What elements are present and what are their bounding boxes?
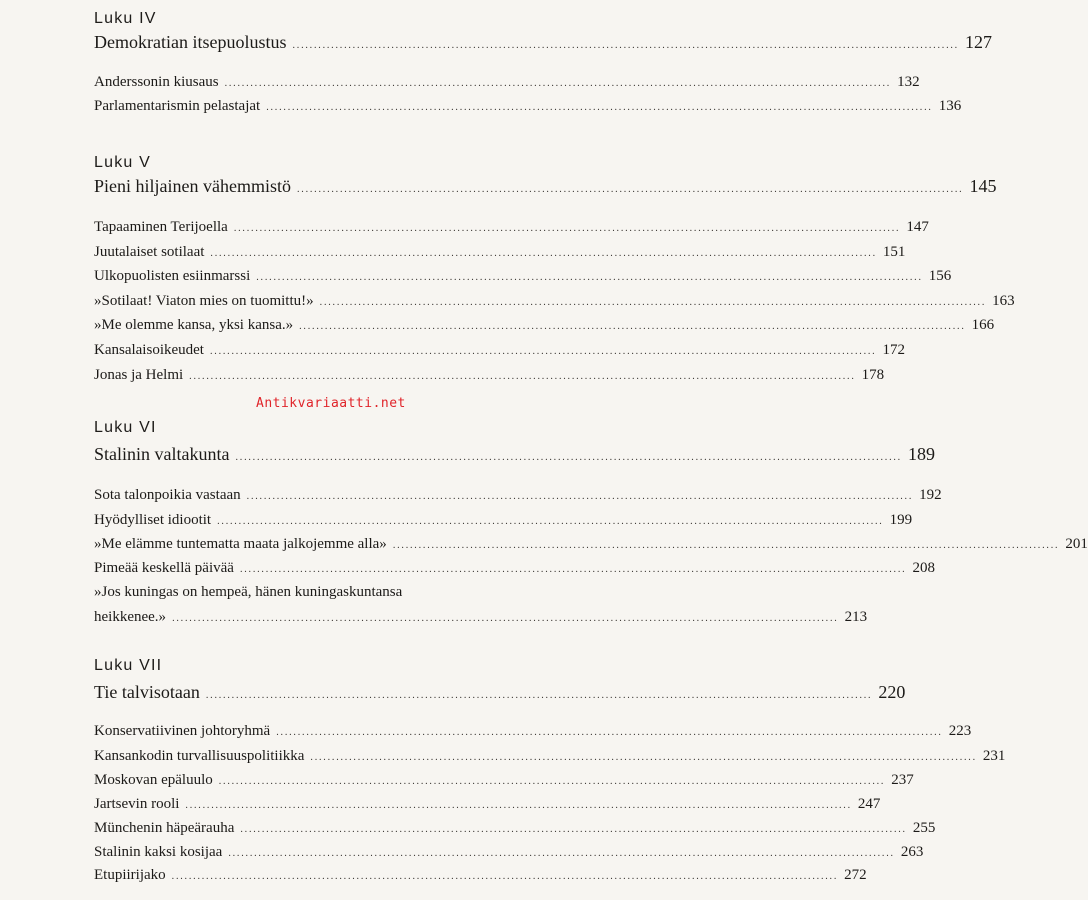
chapter-title: Pieni hiljainen vähemmistö bbox=[94, 176, 291, 196]
page-number: 132 bbox=[897, 74, 920, 90]
page-number: 136 bbox=[938, 98, 962, 114]
page-number: 145 bbox=[969, 176, 997, 196]
toc-entry bbox=[94, 748, 1006, 765]
entry-title: Pimeää keskellä päivää bbox=[94, 560, 234, 576]
leader-dots: ........................................................................................................................................................... bbox=[239, 564, 907, 575]
toc-entry bbox=[94, 487, 942, 504]
leader-dots: ........................................................................................................................................................... bbox=[172, 613, 839, 624]
page-number: 151 bbox=[882, 244, 906, 260]
page-number: 201 bbox=[1065, 536, 1088, 552]
entry-title: Stalinin kaksi kosijaa bbox=[94, 844, 223, 860]
page-number: 192 bbox=[919, 487, 942, 503]
toc-entry bbox=[94, 317, 995, 334]
entry-title: Jartsevin rooli bbox=[94, 796, 180, 812]
page-number: 255 bbox=[912, 820, 936, 836]
page-number: 213 bbox=[844, 609, 868, 625]
leader-dots: ........................................................................................................................................................... bbox=[299, 321, 966, 332]
leader-dots: ........................................................................................................................................................... bbox=[310, 752, 977, 763]
chapter-label: Luku IV bbox=[94, 10, 157, 27]
entry-title: Ulkopuolisten esiinmarssi bbox=[94, 268, 251, 284]
leader-dots: ........................................................................................................................................................... bbox=[218, 776, 886, 787]
toc-entry bbox=[94, 512, 913, 529]
page-number: 237 bbox=[891, 772, 914, 788]
leader-dots: ........................................................................................................................................................... bbox=[185, 800, 852, 811]
page-number: 199 bbox=[889, 512, 913, 528]
toc-entry bbox=[94, 560, 935, 577]
page-number: 263 bbox=[900, 844, 924, 860]
leader-dots: ........................................................................................................................................................... bbox=[240, 824, 907, 835]
entry-title: Konservatiivinen johtoryhmä bbox=[94, 723, 271, 739]
page-number: 166 bbox=[971, 317, 995, 333]
leader-dots: ........................................................................................................................................................... bbox=[235, 452, 902, 463]
leader-dots: ........................................................................................................................................................... bbox=[171, 871, 839, 882]
leader-dots: ........................................................................................................................................................... bbox=[233, 223, 901, 234]
chapter-title: Demokratian itsepuolustus bbox=[94, 32, 287, 52]
entry-title: Sota talonpoikia vastaan bbox=[94, 487, 241, 503]
page-number: 272 bbox=[844, 867, 867, 883]
chapter-title-row bbox=[94, 32, 992, 53]
toc-entry bbox=[94, 723, 972, 740]
entry-title: Juutalaiset sotilaat bbox=[94, 244, 205, 260]
watermark: Antikvariaatti.net bbox=[256, 396, 406, 411]
toc-entry bbox=[94, 293, 1015, 310]
page-number: 247 bbox=[857, 796, 881, 812]
entry-title: Jonas ja Helmi bbox=[94, 367, 184, 383]
toc-entry bbox=[94, 609, 868, 626]
page-number: 172 bbox=[882, 342, 905, 358]
leader-dots: ........................................................................................................................................................... bbox=[292, 40, 959, 51]
entry-title: heikkenee.» bbox=[94, 609, 167, 625]
toc-entry bbox=[94, 268, 952, 285]
page-number: 178 bbox=[861, 367, 885, 383]
page-number: 127 bbox=[964, 32, 992, 52]
page-number: 163 bbox=[992, 293, 1015, 309]
entry-title: Hyödylliset idiootit bbox=[94, 512, 212, 528]
leader-dots: ........................................................................................................................................................... bbox=[189, 371, 856, 382]
leader-dots: ........................................................................................................................................................... bbox=[228, 848, 895, 859]
leader-dots: ........................................................................................................................................................... bbox=[217, 516, 884, 527]
leader-dots: ........................................................................................................................................................... bbox=[210, 248, 877, 259]
toc-entry bbox=[94, 536, 1088, 553]
toc-entry bbox=[94, 342, 905, 359]
chapter-label: Luku VII bbox=[94, 657, 163, 674]
leader-dots: ........................................................................................................................................................... bbox=[209, 346, 877, 357]
page-number: 223 bbox=[948, 723, 972, 739]
toc-entry bbox=[94, 772, 914, 789]
toc-entry bbox=[94, 867, 867, 884]
chapter-title: Stalinin valtakunta bbox=[94, 444, 230, 464]
leader-dots: ........................................................................................................................................................... bbox=[276, 727, 943, 738]
chapter-title-row bbox=[94, 176, 997, 197]
toc-entry bbox=[94, 367, 885, 384]
leader-dots: ........................................................................................................................................................... bbox=[392, 540, 1060, 551]
toc-entry bbox=[94, 820, 936, 837]
entry-title: Tapaaminen Terijoella bbox=[94, 219, 228, 235]
chapter-label: Luku V bbox=[94, 154, 152, 171]
leader-dots: ........................................................................................................................................................... bbox=[205, 690, 873, 701]
leader-dots: ........................................................................................................................................................... bbox=[246, 491, 914, 502]
page-number: 220 bbox=[878, 682, 906, 702]
entry-title: Parlamentarismin pelastajat bbox=[94, 98, 261, 114]
chapter-title-row bbox=[94, 444, 935, 465]
toc-entry bbox=[94, 219, 929, 236]
entry-title: »Me olemme kansa, yksi kansa.» bbox=[94, 317, 294, 333]
toc-entry bbox=[94, 74, 920, 91]
toc-entry bbox=[94, 98, 962, 115]
entry-title: Kansalaisoikeudet bbox=[94, 342, 204, 358]
entry-title: Moskovan epäluulo bbox=[94, 772, 213, 788]
page-number: 231 bbox=[982, 748, 1006, 764]
entry-title: Münchenin häpeärauha bbox=[94, 820, 235, 836]
page-number: 189 bbox=[907, 444, 935, 464]
entry-title: Anderssonin kiusaus bbox=[94, 74, 219, 90]
chapter-title: Tie talvisotaan bbox=[94, 682, 200, 702]
leader-dots: ........................................................................................................................................................... bbox=[224, 78, 892, 89]
toc-entry bbox=[94, 244, 906, 261]
leader-dots: ........................................................................................................................................................... bbox=[296, 184, 964, 195]
entry-title: »Me elämme tuntematta maata jalkojemme alla» bbox=[94, 536, 387, 552]
page-number: 147 bbox=[906, 219, 929, 235]
entry-title: Kansankodin turvallisuuspolitiikka bbox=[94, 748, 305, 764]
entry-title: »Sotilaat! Viaton mies on tuomittu!» bbox=[94, 293, 314, 309]
toc-entry bbox=[94, 844, 924, 861]
chapter-title-row bbox=[94, 682, 906, 703]
entry-title-line: »Jos kuningas on hempeä, hänen kuningaskuntansa bbox=[94, 584, 403, 600]
entry-title: Etupiirijako bbox=[94, 867, 166, 883]
chapter-label: Luku VI bbox=[94, 419, 157, 436]
leader-dots: ........................................................................................................................................................... bbox=[266, 102, 933, 113]
toc-entry bbox=[94, 796, 881, 813]
leader-dots: ........................................................................................................................................................... bbox=[256, 272, 923, 283]
page-number: 156 bbox=[928, 268, 952, 284]
page-number: 208 bbox=[912, 560, 935, 576]
leader-dots: ........................................................................................................................................................... bbox=[319, 297, 987, 308]
